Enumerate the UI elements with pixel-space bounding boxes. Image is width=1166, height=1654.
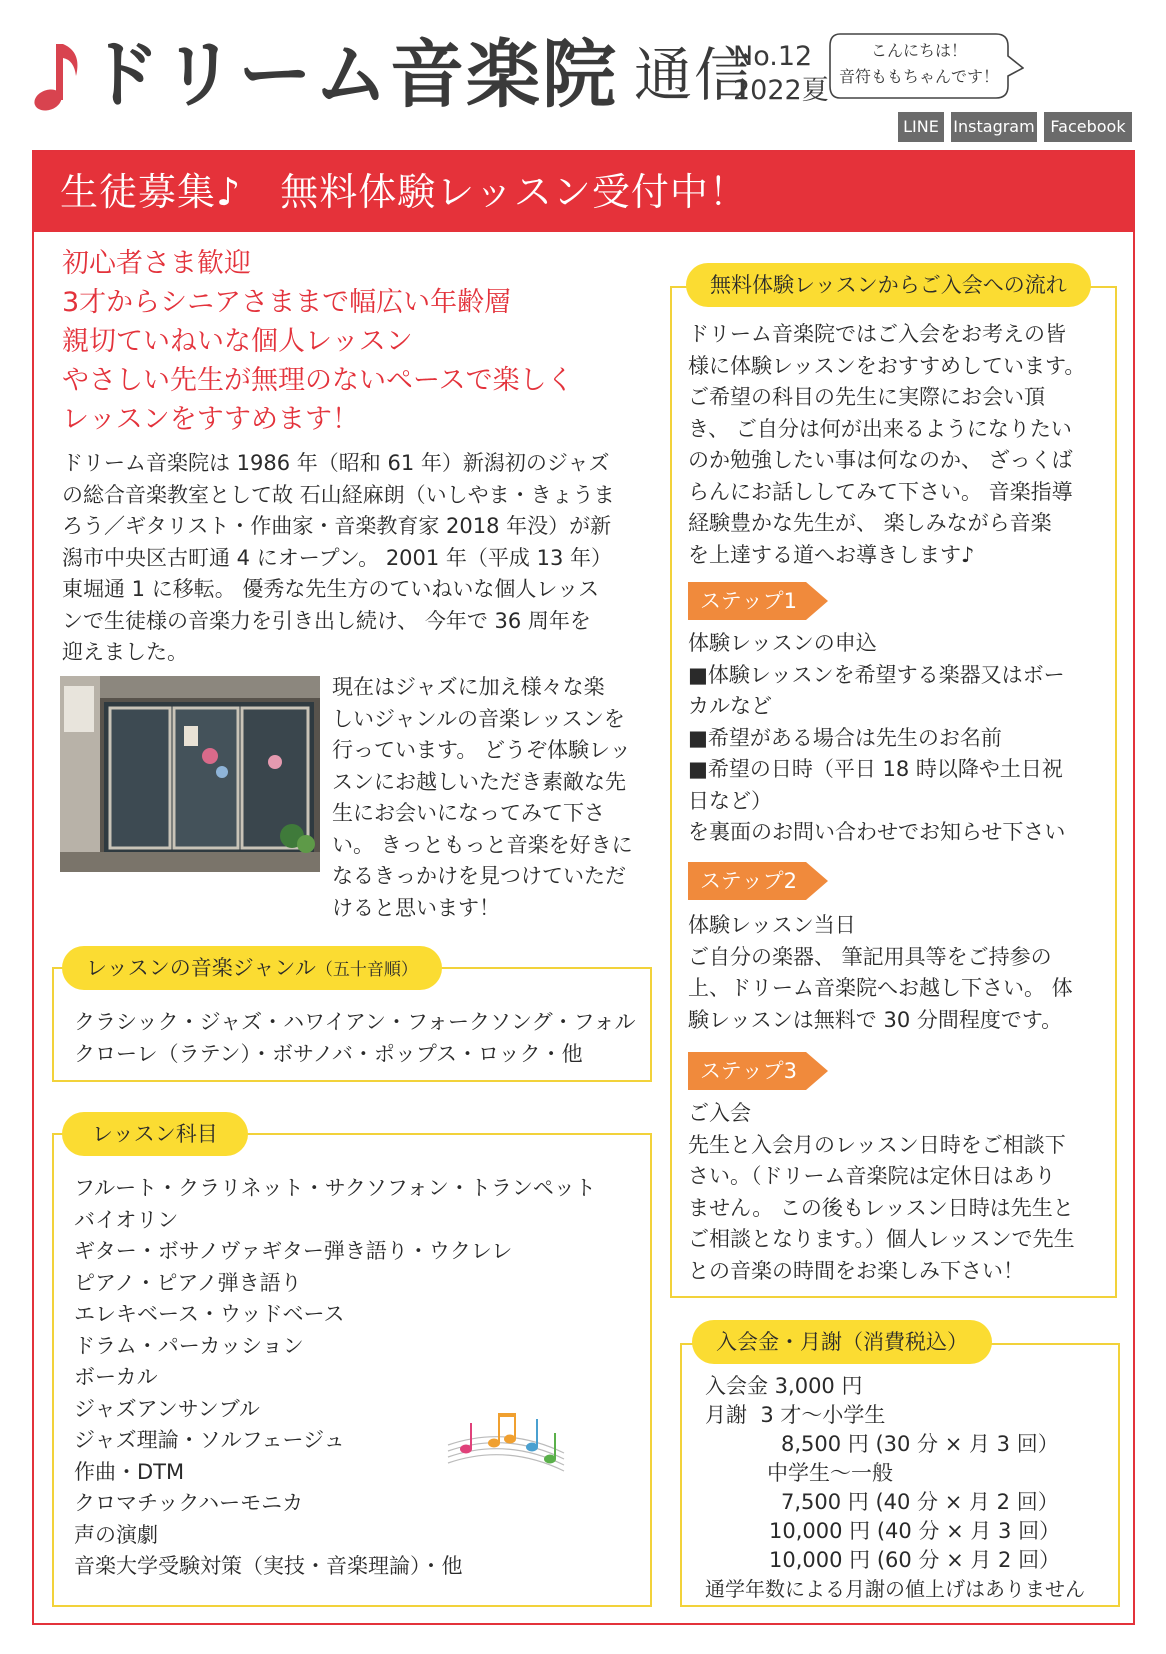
fee-group-name: 中学生～一般 — [767, 1461, 893, 1485]
subjects-box — [52, 1133, 652, 1607]
paragraph-line: けると思います！ — [332, 895, 500, 920]
paragraph-line: スンにお越しいただき素敵な先 — [332, 769, 626, 794]
current-activity-paragraph — [332, 672, 642, 924]
instagram-link[interactable]: Instagram — [951, 112, 1037, 142]
highlight-line: やさしい先生が無理のないペースで楽しく — [62, 365, 574, 396]
step-line: との音楽の時間をお楽しみ下さい！ — [688, 1258, 1024, 1283]
subject-item: エレキベース・ウッドベース — [74, 1302, 345, 1326]
paragraph-line: 現在はジャズに加え様々な楽 — [332, 675, 605, 699]
storefront-photo — [60, 676, 320, 872]
flow-intro-line: 様に体験レッスンをおすすめしています。 — [688, 353, 1086, 378]
history-line: ンで生徒様の音楽力を引き出し続け、 今年で 36 周年を — [62, 608, 591, 633]
step-line: ご自分の楽器、 筆記用具等をご持参の — [688, 944, 1052, 969]
step-1-tag-text: ステップ1 — [700, 589, 797, 613]
fee-note: 通学年数による月謝の値上げはありません — [705, 1577, 1085, 1601]
step-line: ■体験レッスンを希望する楽器又はボー — [688, 662, 1065, 687]
subject-item: ドラム・パーカッション — [74, 1333, 304, 1358]
history-line: ドリーム音楽院は 1986 年（昭和 61 年）新潟初のジャズ — [62, 451, 610, 475]
subject-item: 声の演劇 — [74, 1522, 158, 1547]
step-line: 先生と入会月のレッスン日時をご相談下 — [688, 1132, 1066, 1157]
subject-item: フルート・クラリネット・サクソフォン・トランペット — [74, 1176, 596, 1200]
speech-bubble — [828, 32, 1024, 100]
history-line: 東堀通 1 に移転。 優秀な先生方のていねいな個人レッス — [62, 577, 600, 601]
flow-intro — [688, 319, 1085, 571]
history-line: の総合音楽教室として故 石山経麻朗（いしやま・きょうま — [62, 482, 615, 507]
highlight-line: 親切ていねいな個人レッスン — [62, 326, 413, 357]
monthly-label: 月謝 — [705, 1403, 747, 1427]
newsletter-header — [0, 0, 1166, 150]
issue-number: No.12 — [733, 41, 813, 72]
newsletter-title: ドリーム音楽院 — [86, 32, 618, 118]
entry-fee: 入会金 3,000 円 — [705, 1374, 863, 1398]
step-2-content — [688, 910, 1073, 1036]
flow-intro-line: らんにお話ししてみて下さい。 音楽指導 — [688, 479, 1073, 504]
step-3-tag — [688, 1052, 828, 1090]
step-line: 上、ドリーム音楽院へお越し下さい。 体 — [688, 976, 1073, 1000]
step-2-tag — [688, 862, 828, 900]
step-line: ご入会 — [688, 1101, 751, 1125]
subject-item: ジャズ理論・ソルフェージュ — [74, 1428, 345, 1452]
step-line: ■希望がある場合は先生のお名前 — [688, 725, 1002, 750]
fee-group-name: 3 才～小学生 — [760, 1403, 886, 1427]
step-line: ■希望の日時（平日 18 時以降や土日祝 — [688, 757, 1063, 781]
subject-item: ギター・ボサノヴァギター弾き語り・ウクレレ — [74, 1239, 513, 1263]
paragraph-line: い。 きっともっと音楽を好きに — [332, 832, 633, 857]
step-line: ません。 この後もレッスン日時は先生と — [688, 1195, 1074, 1220]
genres-label-text: レッスンの音楽ジャンル — [86, 956, 316, 980]
facebook-link[interactable]: Facebook — [1044, 112, 1132, 142]
fees-content — [705, 1372, 1085, 1604]
genre-line: クローレ（ラテン）・ボサノバ・ポップス・ロック・他 — [74, 1041, 583, 1066]
subjects-label: レッスン科目 — [62, 1112, 248, 1156]
issue-season: 2022夏 — [733, 75, 829, 106]
newsletter-subtitle: 通信 — [634, 41, 755, 109]
flow-intro-line: 経験豊かな先生が、 楽しみながら音楽 — [688, 511, 1052, 535]
step-line: 体験レッスン当日 — [688, 913, 856, 937]
subject-item: 作曲・DTM — [74, 1459, 185, 1484]
subject-item: 音楽大学受験対策（実技・音楽理論）・他 — [74, 1554, 463, 1578]
highlight-line: 3才からシニアさままで幅広い年齢層 — [62, 287, 512, 318]
flow-intro-line: ご希望の科目の先生に実際にお会い頂 — [688, 385, 1045, 409]
genres-label-note: （五十音順） — [315, 960, 418, 980]
recruit-banner: 生徒募集♪ 無料体験レッスン受付中！ — [34, 152, 1133, 232]
subject-item: ピアノ・ピアノ弾き語り — [74, 1270, 302, 1295]
step-1-content — [688, 628, 1065, 849]
paragraph-line: なるきっかけを見つけていただ — [332, 864, 626, 888]
subject-item: ジャズアンサンブル — [74, 1396, 260, 1421]
logo — [30, 30, 754, 120]
music-note-icon — [30, 30, 86, 120]
bubble-line: こんにちは！ — [870, 41, 967, 60]
step-2-tag-text: ステップ2 — [700, 869, 797, 893]
step-line: ご相談となります。）個人レッスンで先生 — [688, 1227, 1075, 1251]
paragraph-line: 行っています。 どうぞ体験レッ — [332, 738, 631, 762]
history-line: 迎えました。 — [62, 640, 188, 664]
flow-intro-line: き、 ご自分は何が出来るようになりたい — [688, 416, 1072, 441]
subject-item: バイオリン — [74, 1207, 179, 1232]
highlight-line: レッスンをすすめます！ — [62, 404, 359, 435]
subject-item: ボーカル — [74, 1365, 158, 1389]
genre-line: クラシック・ジャズ・ハワイアン・フォークソング・フォル — [74, 1010, 636, 1034]
step-1-tag — [688, 582, 828, 620]
flow-intro-line: のか勉強したい事は何なのか、 ざっくば — [688, 448, 1073, 472]
highlight-line: 初心者さま歓迎 — [62, 248, 251, 279]
fee-price: 10,000 円 (60 分 × 月 2 回） — [769, 1548, 1061, 1572]
step-line: 体験レッスンの申込 — [688, 631, 877, 655]
step-line: カルなど — [688, 694, 772, 718]
flow-intro-line: ドリーム音楽院ではご入会をお考えの皆 — [688, 322, 1066, 346]
fee-price: 8,500 円 (30 分 × 月 3 回） — [781, 1432, 1059, 1456]
flow-intro-line: を上達する道へお導きします♪ — [688, 542, 975, 567]
flow-label: 無料体験レッスンからご入会への流れ — [686, 263, 1091, 307]
fees-label: 入会金・月謝（消費税込） — [692, 1320, 992, 1364]
bubble-line: 音符ももちゃんです！ — [838, 67, 999, 86]
genres-label — [62, 946, 442, 990]
step-3-tag-text: ステップ3 — [700, 1059, 797, 1083]
step-line: を裏面のお問い合わせでお知らせ下さい — [688, 820, 1066, 844]
step-3-content — [688, 1098, 1075, 1287]
history-line: 潟市中央区古町通 4 にオープン。 2001 年（平成 13 年） — [62, 545, 613, 570]
history-paragraph — [62, 448, 642, 669]
step-line: 日など） — [688, 788, 772, 813]
line-link[interactable]: LINE — [898, 112, 944, 142]
issue-info — [733, 40, 829, 108]
music-notes-icon — [446, 1405, 566, 1485]
fee-price: 10,000 円 (40 分 × 月 3 回） — [769, 1519, 1061, 1543]
step-line: さい。（ドリーム音楽院は定休日はあり — [688, 1164, 1056, 1188]
paragraph-line: しいジャンルの音楽レッスンを — [332, 706, 625, 731]
step-line: 験レッスンは無料で 30 分間程度です。 — [688, 1007, 1063, 1032]
subject-item: クロマチックハーモニカ — [74, 1491, 304, 1515]
paragraph-line: 生にお会いになってみて下さ — [332, 801, 605, 825]
fee-price: 7,500 円 (40 分 × 月 2 回） — [781, 1490, 1059, 1514]
history-line: ろう／ギタリスト・作曲家・音楽教育家 2018 年没）が新 — [62, 514, 612, 538]
intro-highlights — [62, 244, 622, 439]
